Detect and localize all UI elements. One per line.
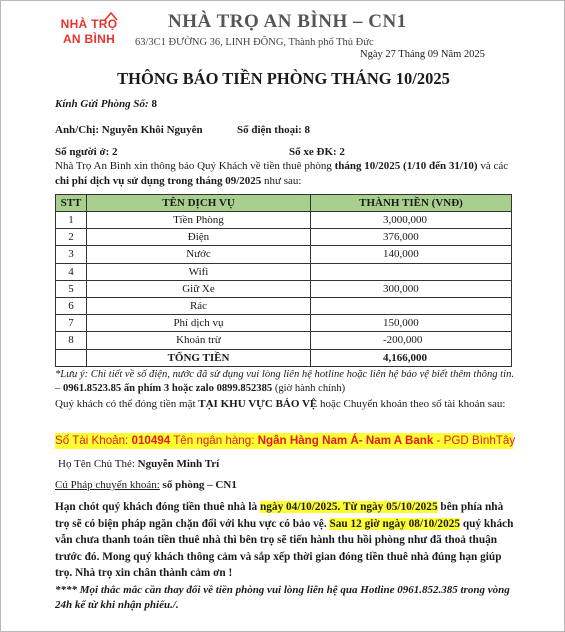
intro-service-period: chi phí dịch vụ sử dụng trong tháng 09/2025 [55, 174, 262, 187]
cell-service: Nước [87, 246, 311, 263]
cell-stt: 1 [56, 212, 87, 229]
cell-service: Giữ Xe [87, 280, 311, 297]
phone-value: 8 [304, 124, 311, 136]
table-row [56, 315, 512, 332]
deadline-text-2: bên phía nhà trọ sẽ có biện pháp ngăn chặn đối với khu vực có bảo vệ. [55, 501, 504, 530]
vehicle-label: Số xe ĐK: [289, 146, 337, 158]
table-header-row [56, 195, 512, 212]
syntax-label: Cú Pháp chuyển khoản: [55, 479, 160, 491]
header-amount: THÀNH TIỀN (VNĐ) [311, 195, 512, 212]
name-line [55, 124, 203, 136]
name-value: Nguyễn Khôi Nguyên [101, 124, 203, 136]
payment-paragraph [55, 397, 515, 412]
cell-amount: -200,000 [311, 332, 512, 349]
room-value: 8 [151, 98, 157, 110]
footer-note [55, 583, 515, 612]
header-service: TÊN DỊCH VỤ [87, 195, 311, 212]
syntax-line [55, 479, 237, 491]
payment-text-1: Quý khách có thể đóng tiền mặt [55, 398, 199, 410]
cell-service: Phí dịch vụ [87, 315, 311, 332]
bank-name-label: Tên ngân hàng: [170, 434, 258, 447]
intro-period: tháng 10/2025 (1/10 đến 31/10) [334, 160, 478, 172]
notice-date: Ngày 27 Tháng 09 Năm 2025 [360, 49, 485, 60]
table-row [56, 263, 512, 280]
table-row [56, 332, 512, 349]
cell-stt: 8 [56, 332, 87, 349]
cell-stt: 5 [56, 280, 87, 297]
bank-name-value: Ngân Hàng Nam Á- Nam A Bank [257, 434, 434, 447]
deadline-text-3: quý khách vẫn chưa thanh toán tiền thuê nhà thì bên trọ sẽ tiến hành thu hồi phòng như đã thoả thuận trước đó. Mong quý khách thông cảm và sắp xếp thời gian đóng tiền thuê nhà đúng hạn giúp trọ. Nhà trọ xin chân thành cảm ơn ! [55, 517, 514, 580]
vehicle-line [289, 146, 345, 158]
holder-value: Nguyễn Minh Trí [137, 458, 220, 470]
phone-label: Số điện thoại: [237, 124, 302, 136]
table-row [56, 246, 512, 263]
table-row [56, 297, 512, 314]
people-line [55, 146, 118, 158]
table-row [56, 212, 512, 229]
note-hotline: 0961.8523.85 ấn phím 3 hoặc zalo 0899.852385 [62, 383, 273, 395]
name-label: Anh/Chị: [55, 124, 100, 136]
payment-text-2: hoặc Chuyển khoản theo số tài khoản sau: [317, 398, 506, 410]
total-value: 4,166,000 [311, 349, 512, 366]
cell-service: Tiền Phòng [87, 212, 311, 229]
cell-amount [311, 263, 512, 280]
address: 63/3C1 ĐƯỜNG 36, LINH ĐÔNG, Thành phố Thủ Đức [135, 37, 374, 48]
logo-line2: AN BÌNH [62, 32, 116, 46]
intro-text-1: Nhà Trọ An Bình xin thông báo Quý Khách về tiền thuê phòng [55, 160, 335, 172]
page-title: THÔNG BÁO TIỀN PHÒNG THÁNG 10/2025 [117, 69, 450, 88]
table-total-row [56, 349, 512, 366]
cell-stt: 2 [56, 229, 87, 246]
cell-service: Wifi [87, 263, 311, 280]
holder-label: Họ Tên Chủ Thẻ: [58, 458, 138, 470]
cell-service: Rác [87, 297, 311, 314]
payment-location: TẠI KHU VỰC BẢO VỆ [198, 398, 318, 410]
deadline-text-1: Hạn chót quý khách đóng tiền thuê nhà là [55, 501, 260, 513]
cell-amount: 140,000 [311, 246, 512, 263]
people-value: 2 [112, 146, 118, 158]
cell-stt: 4 [56, 263, 87, 280]
bank-account-label: Số Tài Khoản: [55, 434, 132, 447]
bank-line [55, 433, 516, 449]
total-label: TỔNG TIỀN [87, 349, 311, 366]
deadline-paragraph [55, 499, 515, 582]
note-hours: (giờ hành chính) [272, 383, 346, 395]
intro-text-2: và các [477, 160, 509, 172]
syntax-value: số phòng – CN1 [159, 479, 237, 491]
cell-stt: 3 [56, 246, 87, 263]
cell-amount: 300,000 [311, 280, 512, 297]
cell-amount: 3,000,000 [311, 212, 512, 229]
cell-stt: 7 [56, 315, 87, 332]
intro-text-3: như sau: [261, 174, 302, 187]
cell-amount: 376,000 [311, 229, 512, 246]
brand-name: NHÀ TRỌ AN BÌNH – CN1 [168, 11, 407, 32]
note-italic: *Lưu ý: Chi tiết về số điện, nước đã sử dụng vui lòng liên hệ hotline hoặc liên hệ bảo vệ biết thêm thông tin. – [55, 369, 515, 395]
cell-stt-empty [56, 349, 87, 366]
deadline-date-1: ngày 04/10/2025. Từ ngày 05/10/2025 [259, 501, 438, 513]
logo [58, 15, 120, 49]
table-row [56, 229, 512, 246]
bank-account-value: 010494 [131, 434, 171, 447]
table-row [56, 280, 512, 297]
people-label: Số người ở: [55, 146, 110, 158]
note-paragraph [55, 368, 515, 397]
holder-line [58, 458, 219, 470]
deadline-date-2: Sau 12 giờ ngày 08/10/2025 [329, 517, 461, 530]
vehicle-value: 2 [339, 146, 345, 158]
cell-stt: 6 [56, 297, 87, 314]
room-label: Kính Gửi Phòng Số: [55, 98, 149, 110]
cell-amount: 150,000 [311, 315, 512, 332]
phone-line [237, 124, 310, 136]
header-stt: STT [56, 195, 87, 212]
logo-line1: NHÀ TRỌ [60, 17, 118, 31]
bank-branch: - PGD BìnhTây [433, 434, 516, 447]
intro-paragraph [55, 159, 515, 188]
room-line [55, 98, 157, 110]
cell-service: Điện [87, 229, 311, 246]
fee-table [55, 194, 512, 367]
cell-service: Khoản trừ [87, 332, 311, 349]
footer-text: **** Mọi thắc mắc cần thay đổi về tiền phòng vui lòng liên hệ qua Hotline 0961.852.385 trong vòng 24h kể từ khi nhận phiếu./. [55, 584, 510, 611]
cell-amount [311, 297, 512, 314]
